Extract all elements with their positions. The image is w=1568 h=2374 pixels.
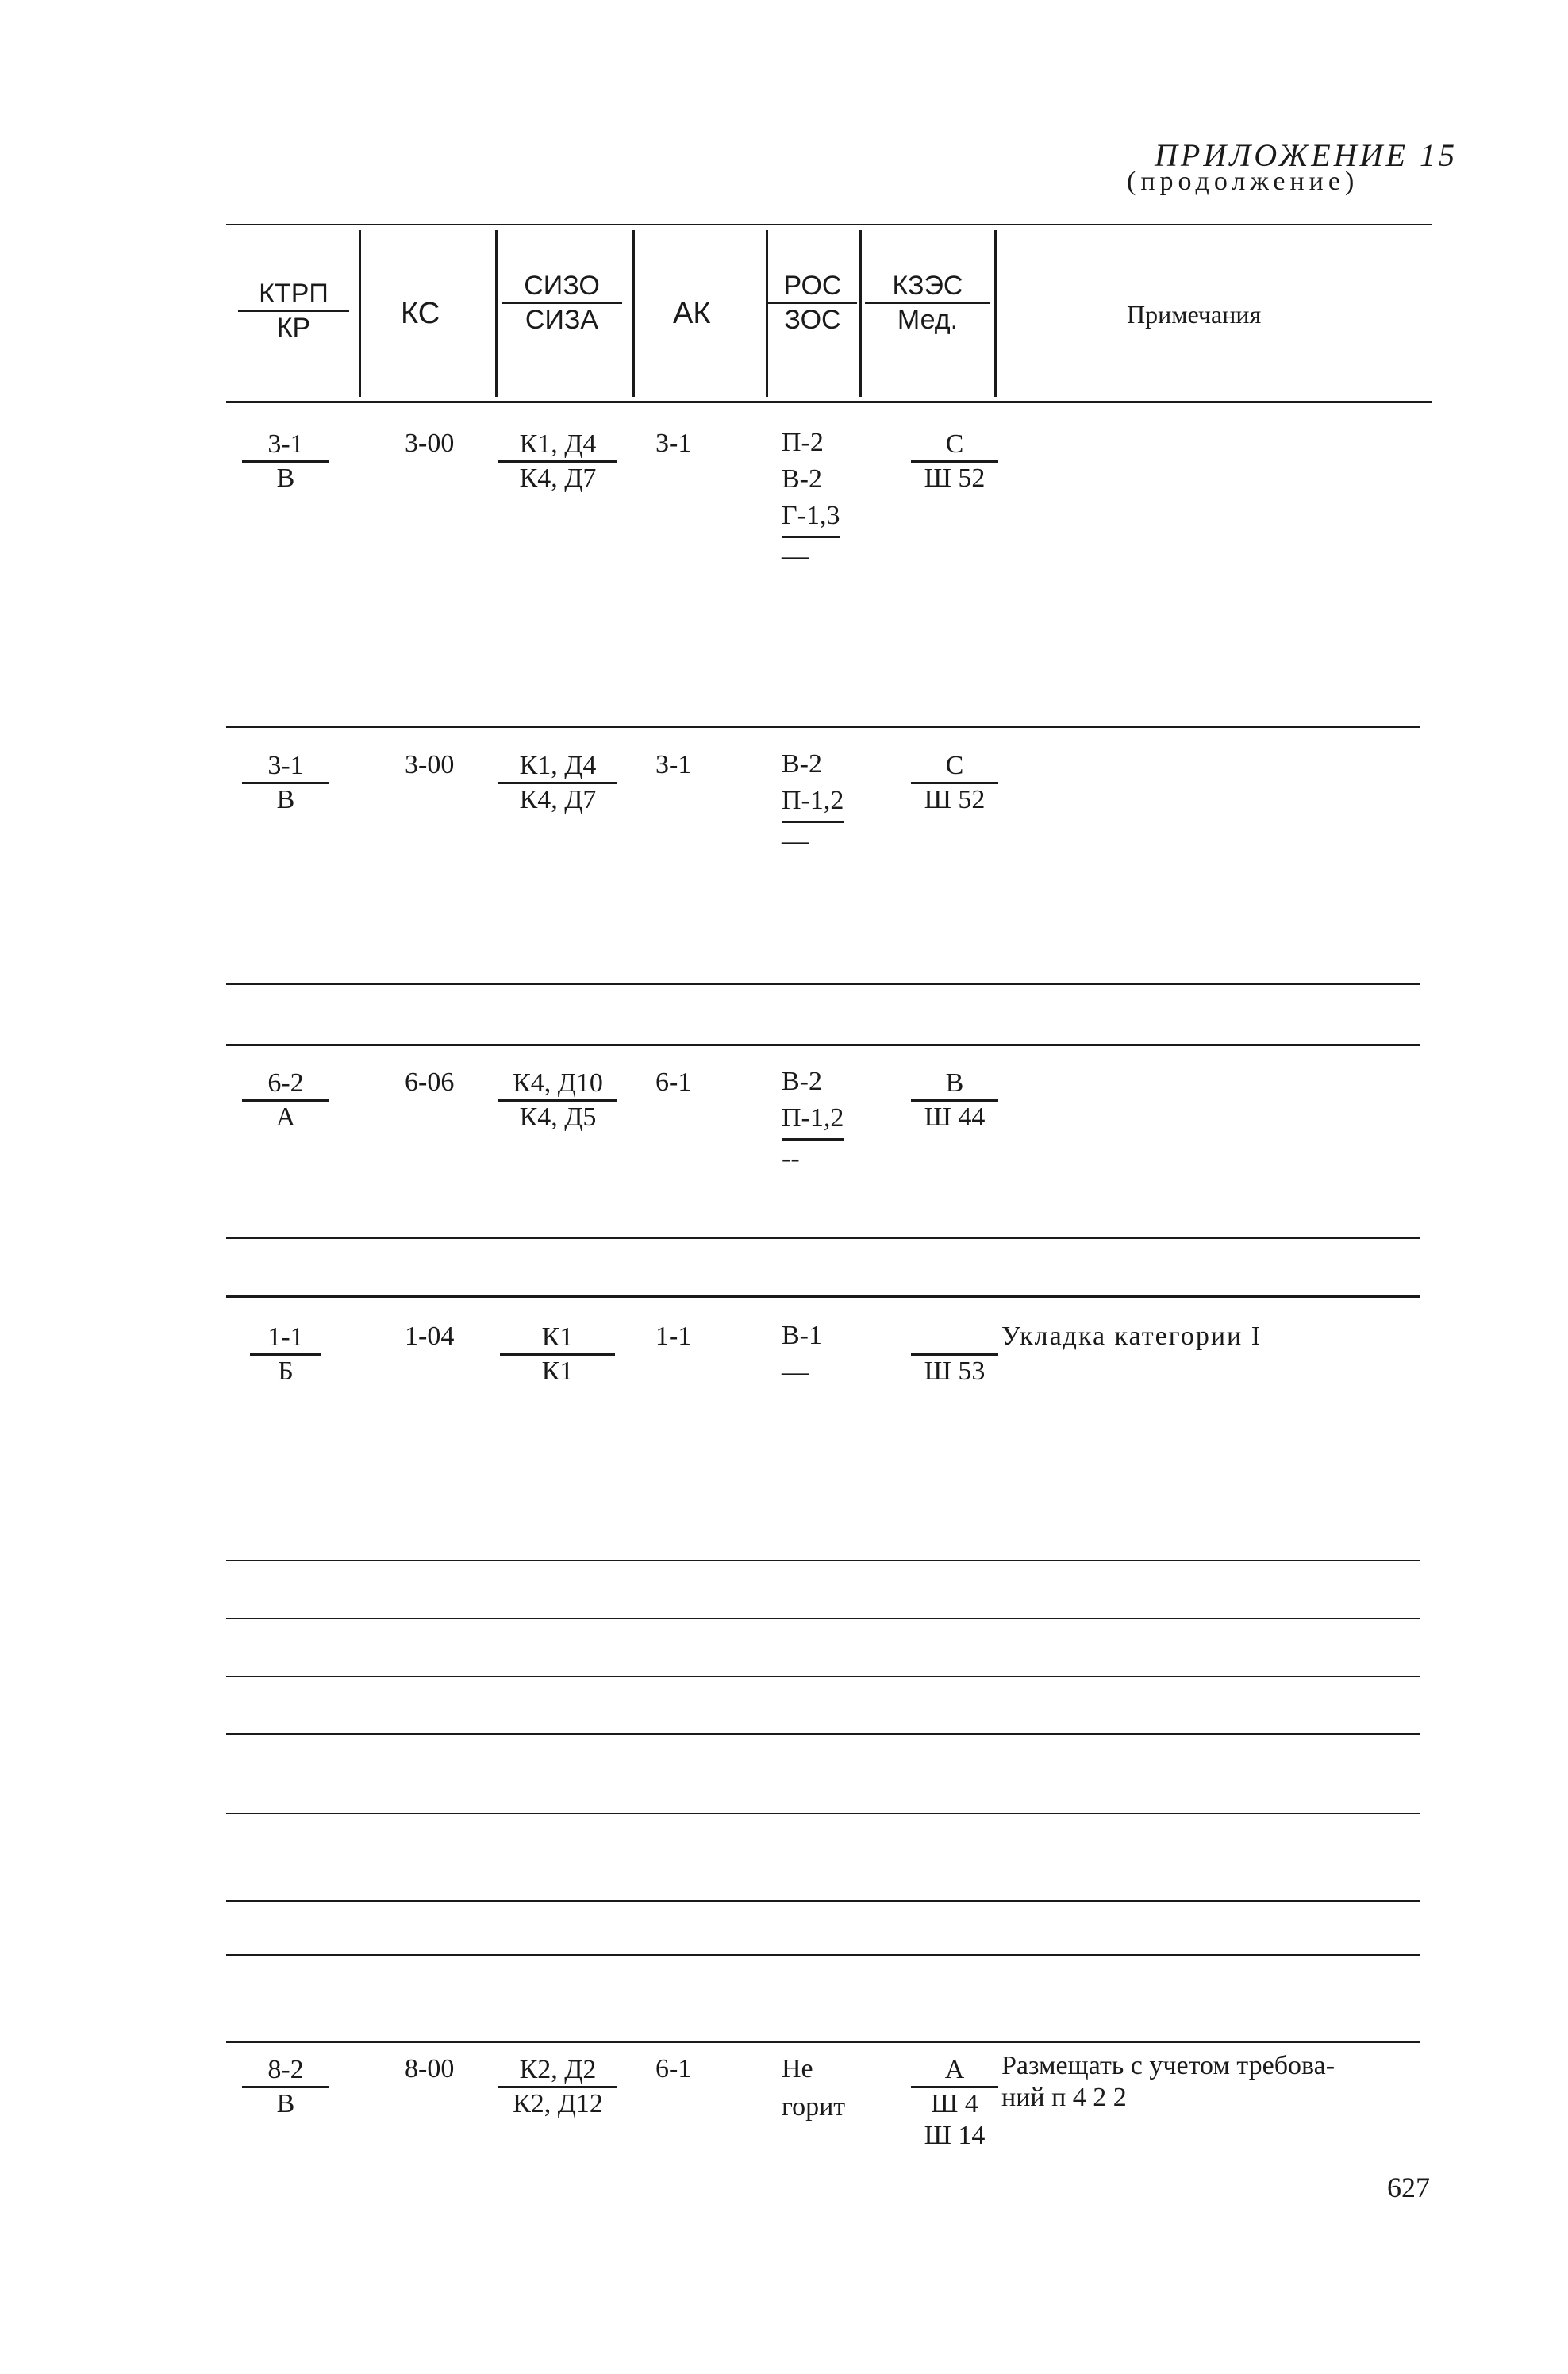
row5-ktrp: 8-2 — [242, 2054, 329, 2088]
row2-zos: — — [782, 826, 809, 856]
header-separator-5 — [859, 230, 862, 397]
row5-ros — [782, 2050, 845, 2126]
row4-med: Ш 53 — [924, 1356, 986, 1386]
header-kr: КР — [276, 313, 311, 343]
row1-ros-1: П-2 — [782, 428, 824, 457]
row4-ks: 1-04 — [405, 1322, 455, 1351]
row2-kzes-med — [911, 750, 998, 816]
blank-rule-5 — [226, 1813, 1420, 1814]
blank-rule-7 — [226, 1954, 1420, 1956]
row1-kr: В — [276, 464, 295, 493]
row5-note-line-2: ний п 4 2 2 — [1001, 2083, 1127, 2112]
row3-kzes: В — [911, 1068, 998, 1102]
blank-rule-6 — [226, 1900, 1420, 1902]
row1-ros-2: В-2 — [782, 464, 822, 494]
row1-ros-3: Г-1,3 — [782, 498, 840, 538]
row4-ros — [782, 1318, 822, 1391]
row1-sizo: К1, Д4 — [498, 429, 617, 463]
row3-ros-2: П-1,2 — [782, 1100, 844, 1141]
row4-ktrp-kr — [250, 1322, 321, 1387]
row2-ros-1: В-2 — [782, 749, 822, 779]
blank-rule-2 — [226, 1618, 1420, 1619]
row5-note-line-1: Размещать с учетом требова- — [1001, 2051, 1335, 2080]
row1-bottom-rule — [226, 726, 1420, 728]
row4-siza: К1 — [541, 1356, 574, 1386]
header-ros: РОС — [768, 270, 857, 304]
row3-ktrp-kr — [242, 1068, 329, 1133]
appendix-continuation: (продолжение) — [1127, 167, 1359, 196]
header-notes: Примечания — [1127, 300, 1262, 329]
row2-sizo-siza — [498, 750, 617, 816]
header-ak: АК — [673, 297, 711, 330]
row5-siza: К2, Д12 — [513, 2089, 603, 2118]
row3-bottom-rule-b — [226, 1295, 1420, 1298]
row5-top-rule — [226, 2041, 1420, 2043]
row4-sizo: К1 — [500, 1322, 615, 1356]
row5-sizo: К2, Д2 — [498, 2054, 617, 2088]
row1-sizo-siza — [498, 429, 617, 494]
row1-med: Ш 52 — [924, 464, 986, 493]
row4-note: Укладка категории I — [1001, 1322, 1262, 1351]
row1-zos: — — [782, 541, 809, 571]
header-separator-1 — [359, 230, 361, 397]
row2-ktrp-kr — [242, 750, 329, 816]
header-med: Мед. — [897, 305, 959, 335]
row5-ks: 8-00 — [405, 2054, 455, 2084]
row2-sizo: К1, Д4 — [498, 750, 617, 784]
row1-ak: 3-1 — [655, 429, 692, 458]
row1-kzes-med — [911, 429, 998, 494]
row5-med-1: Ш 4 — [931, 2089, 978, 2118]
header-ks: КС — [401, 297, 440, 330]
row5-ktrp-kr — [242, 2054, 329, 2120]
row1-kzes: С — [911, 429, 998, 463]
row2-kr: В — [276, 785, 295, 814]
row5-med-2: Ш 14 — [924, 2121, 986, 2150]
row5-sizo-siza — [498, 2054, 617, 2120]
header-separator-3 — [632, 230, 635, 397]
row1-ks: 3-00 — [405, 429, 455, 458]
blank-rule-4 — [226, 1733, 1420, 1735]
row4-ktrp: 1-1 — [250, 1322, 321, 1356]
row3-kr: А — [275, 1102, 296, 1132]
blank-rule-1 — [226, 1560, 1420, 1561]
row1-siza: К4, Д7 — [519, 464, 597, 493]
row3-ros-1: В-2 — [782, 1067, 822, 1096]
row2-bottom-rule-a — [226, 983, 1420, 985]
row5-kzes-med — [911, 2054, 998, 2152]
header-sizo-siza — [502, 270, 622, 336]
row2-ros — [782, 746, 844, 860]
header-separator-2 — [495, 230, 498, 397]
header-bottom-rule — [226, 401, 1432, 403]
row5-note — [1001, 2050, 1335, 2114]
row4-zos: — — [782, 1357, 809, 1387]
row2-bottom-rule-b — [226, 1044, 1420, 1046]
row2-med: Ш 52 — [924, 785, 986, 814]
row2-ktrp: 3-1 — [242, 750, 329, 784]
row3-bottom-rule-a — [226, 1237, 1420, 1239]
blank-rule-3 — [226, 1676, 1420, 1677]
row5-kr: В — [276, 2089, 295, 2118]
row3-sizo: К4, Д10 — [498, 1068, 617, 1102]
header-ktrp: КТРП — [238, 278, 349, 312]
row2-ks: 3-00 — [405, 750, 455, 779]
header-kzes-med — [865, 270, 990, 336]
row5-ros-1: Не — [782, 2054, 813, 2084]
row3-ak: 6-1 — [655, 1068, 692, 1097]
row3-ktrp: 6-2 — [242, 1068, 329, 1102]
header-sizo: СИЗО — [502, 270, 622, 304]
header-top-rule — [226, 224, 1432, 225]
row1-ktrp-kr — [242, 429, 329, 494]
row4-kzes-med — [911, 1322, 998, 1387]
row4-ros-1: В-1 — [782, 1321, 822, 1350]
row5-kzes: А — [911, 2054, 998, 2088]
row2-ros-2: П-1,2 — [782, 783, 844, 823]
row3-siza: К4, Д5 — [519, 1102, 597, 1132]
row3-med: Ш 44 — [924, 1102, 986, 1132]
row5-ak: 6-1 — [655, 2054, 692, 2084]
appendix-title: ПРИЛОЖЕНИЕ 15 — [1155, 137, 1458, 173]
row2-siza: К4, Д7 — [519, 785, 597, 814]
row5-zos: горит — [782, 2092, 846, 2122]
row4-kzes — [911, 1322, 998, 1356]
row3-kzes-med — [911, 1068, 998, 1133]
header-kzes: КЗЭС — [865, 270, 990, 304]
header-siza: СИЗА — [525, 305, 599, 335]
row2-ak: 3-1 — [655, 750, 692, 779]
row3-ks: 6-06 — [405, 1068, 455, 1097]
header-separator-6 — [994, 230, 997, 397]
row1-ros — [782, 425, 840, 575]
row3-sizo-siza — [498, 1068, 617, 1133]
row4-ak: 1-1 — [655, 1322, 692, 1351]
page-number: 627 — [1387, 2172, 1430, 2203]
header-ktrp-kr — [238, 278, 349, 344]
row3-ros — [782, 1064, 844, 1177]
row3-zos: -- — [782, 1144, 800, 1173]
row1-ktrp: 3-1 — [242, 429, 329, 463]
row2-kzes: С — [911, 750, 998, 784]
row4-kr: Б — [278, 1356, 294, 1386]
row4-sizo-siza — [500, 1322, 615, 1387]
header-zos: ЗОС — [784, 305, 841, 335]
header-ros-zos — [768, 270, 857, 336]
